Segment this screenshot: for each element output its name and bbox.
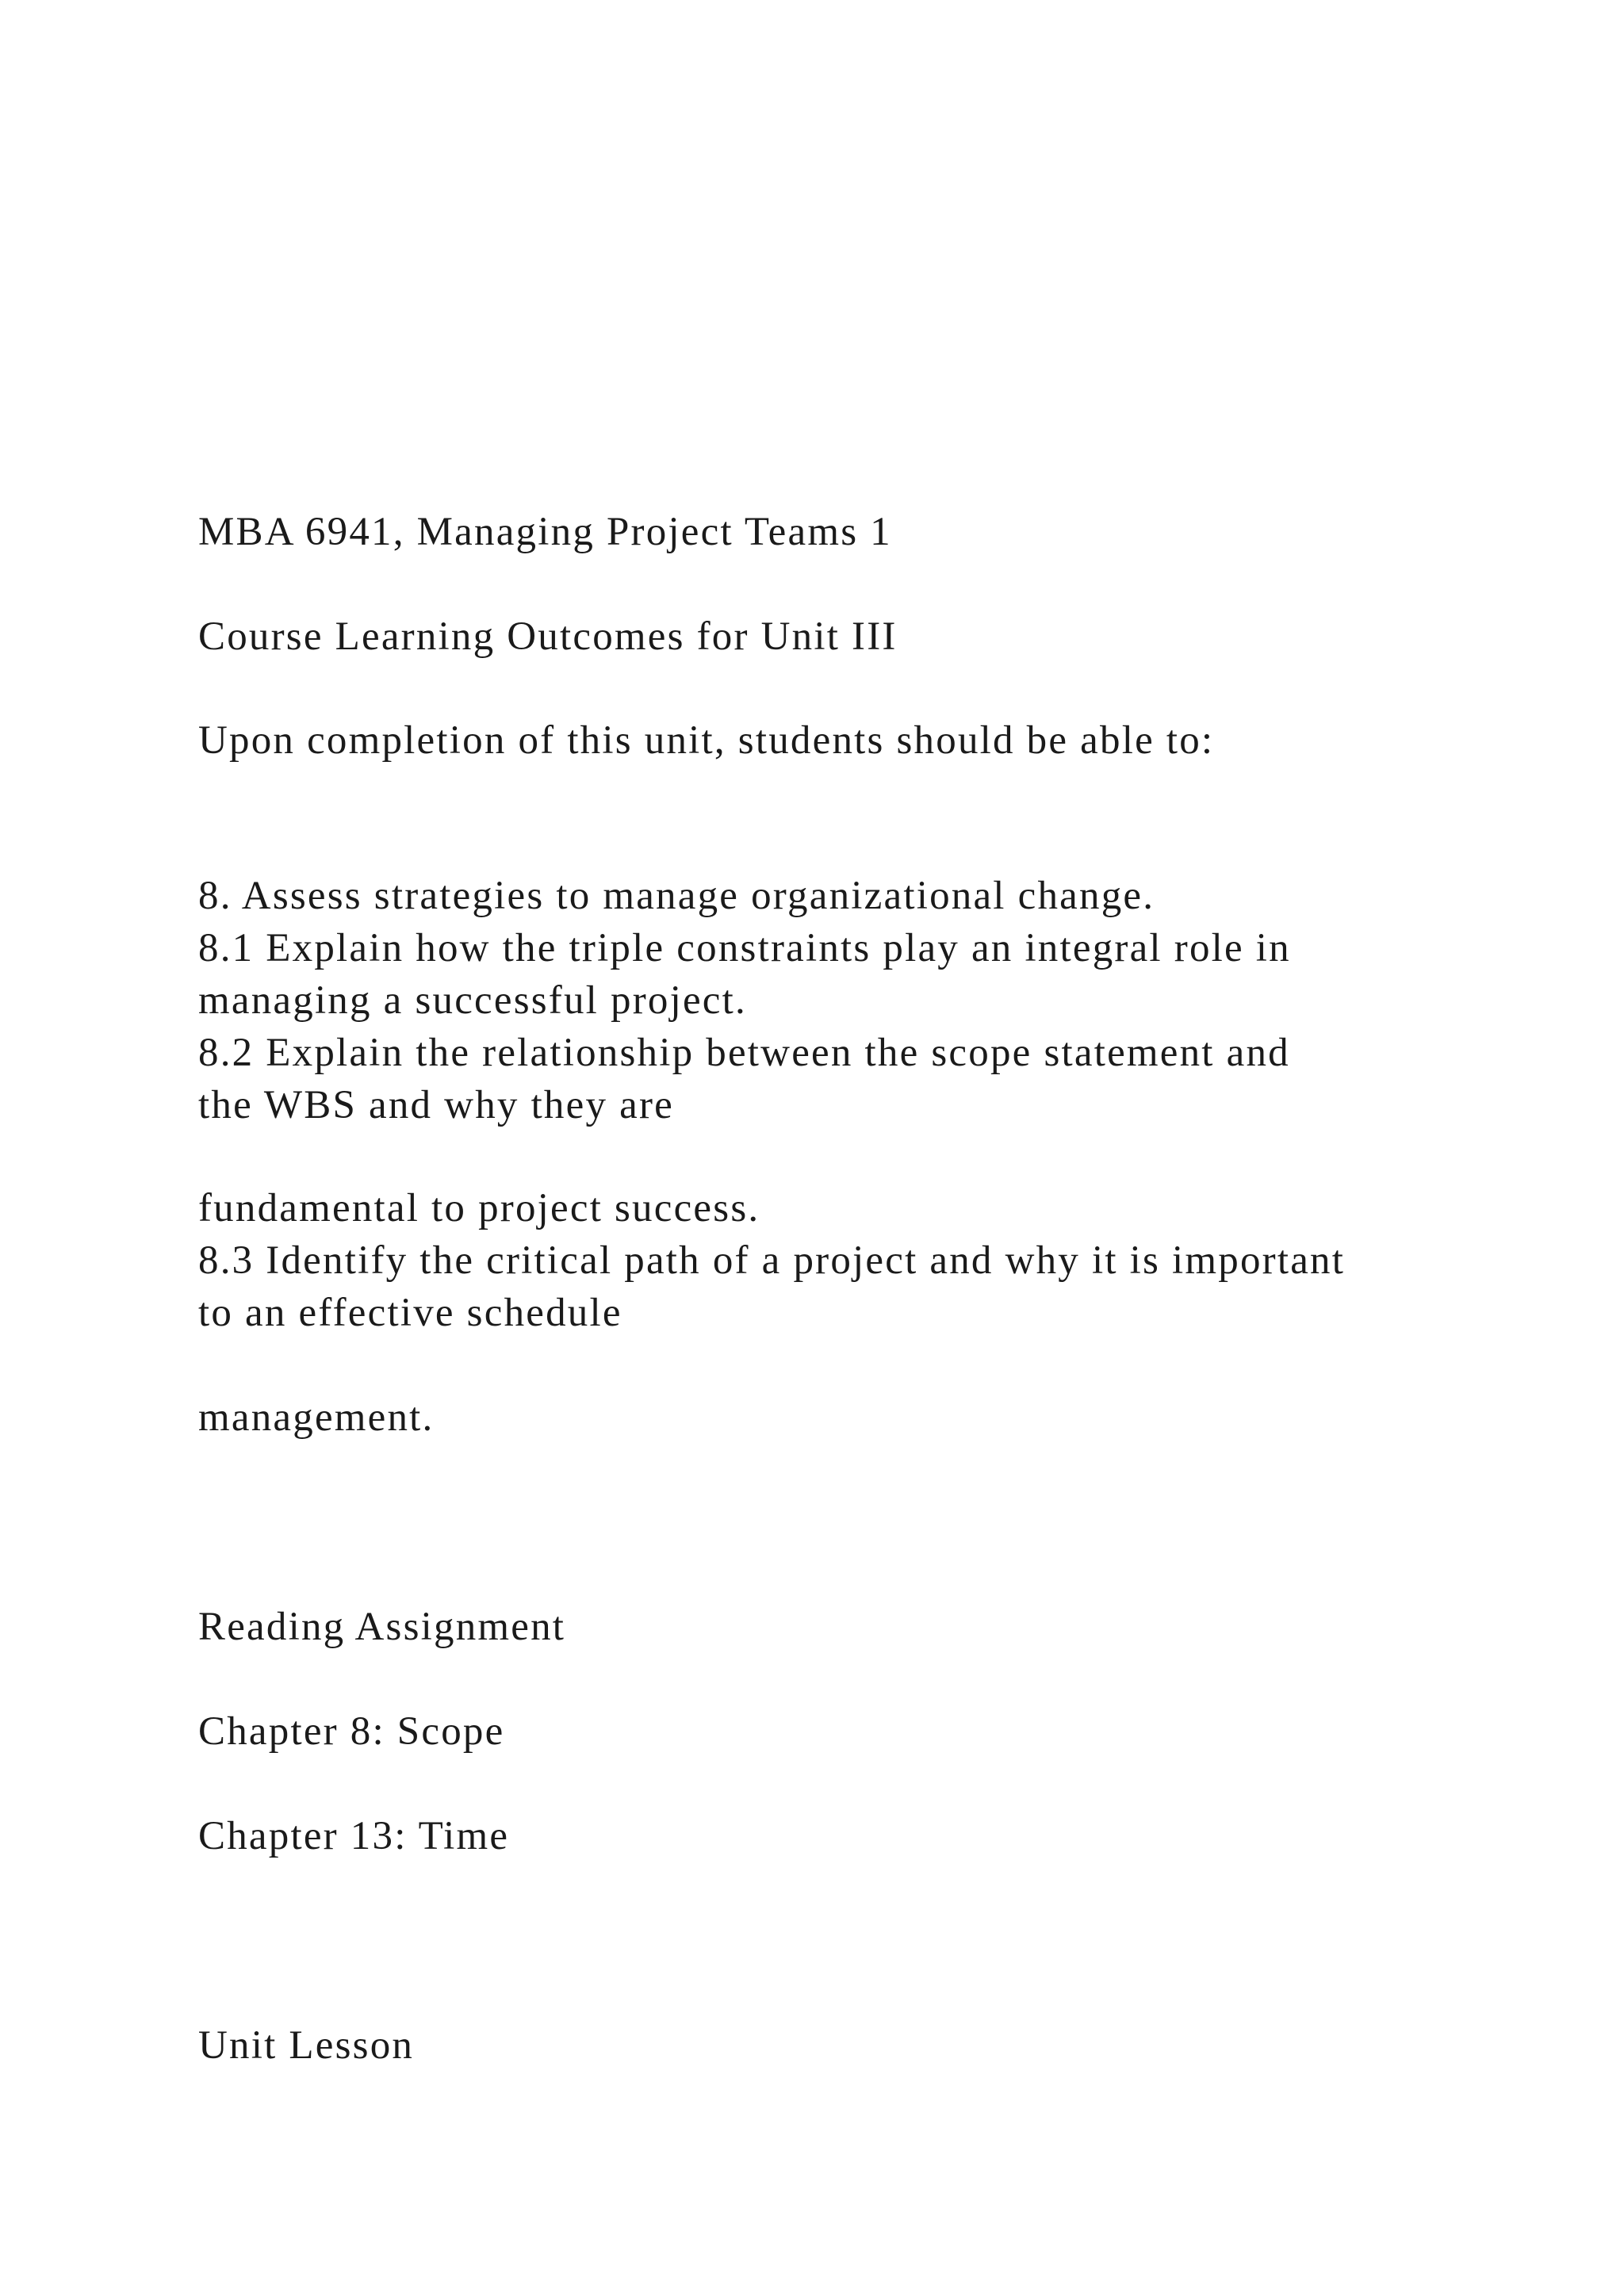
- reading-item-chapter-13: Chapter 13: Time: [198, 1814, 510, 1858]
- outcome-8-1-line-2: managing a successful project.: [198, 978, 747, 1023]
- outcome-8-3-line-2: to an effective schedule: [198, 1291, 622, 1335]
- outcomes-heading: Course Learning Outcomes for Unit III: [198, 614, 898, 659]
- outcome-8-2-line-3: fundamental to project success.: [198, 1186, 760, 1230]
- course-header: MBA 6941, Managing Project Teams 1: [198, 510, 892, 554]
- unit-lesson-heading: Unit Lesson: [198, 2023, 415, 2068]
- reading-item-chapter-8: Chapter 8: Scope: [198, 1709, 505, 1754]
- outcome-8-3-line-1: 8.3 Identify the critical path of a project and why it is important: [198, 1238, 1346, 1283]
- outcome-8-2-line-2: the WBS and why they are: [198, 1083, 674, 1127]
- outcome-8-3-line-3: management.: [198, 1395, 435, 1440]
- outcomes-intro: Upon completion of this unit, students should be able to:: [198, 718, 1215, 763]
- outcome-8: 8. Assess strategies to manage organizational change.: [198, 874, 1155, 918]
- reading-heading: Reading Assignment: [198, 1605, 566, 1649]
- outcome-8-1-line-1: 8.1 Explain how the triple constraints play an integral role in: [198, 926, 1291, 970]
- outcome-8-2-line-1: 8.2 Explain the relationship between the scope statement and: [198, 1031, 1290, 1075]
